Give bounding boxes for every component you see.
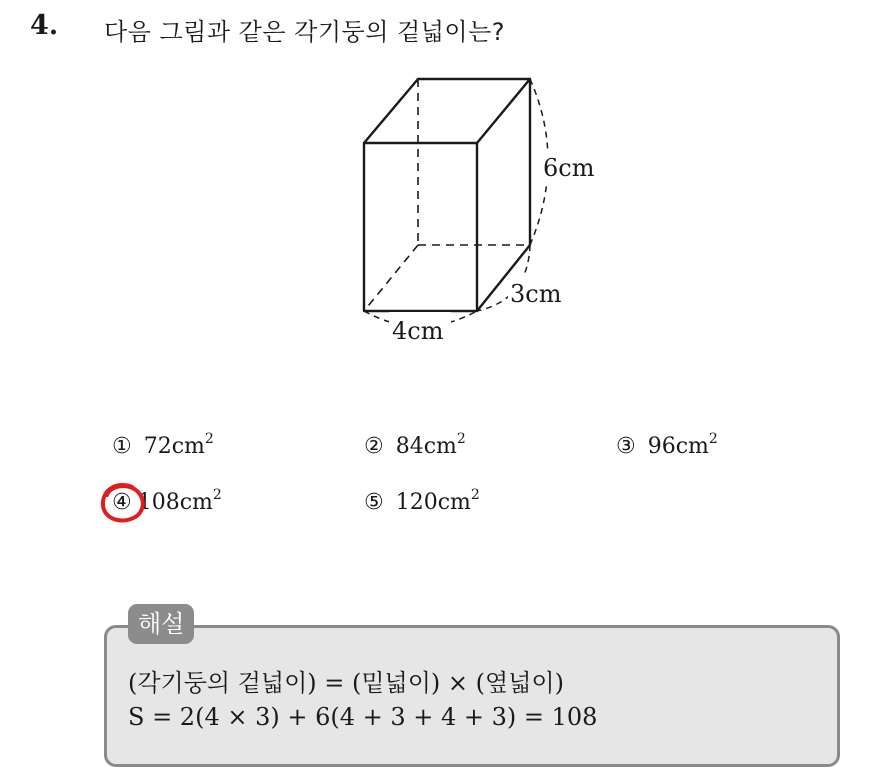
prism-figure	[340, 60, 640, 360]
prism-front-face	[364, 143, 477, 311]
choice-4-sup: 2	[212, 487, 222, 503]
prism-hidden-depth-edge	[364, 245, 418, 311]
choice-5-value: 120cm	[395, 490, 471, 515]
prism-top-face	[364, 79, 530, 143]
answer-circle-mark	[98, 481, 148, 527]
choice-1-mark: ①	[112, 434, 132, 459]
choice-3-sup: 2	[708, 431, 718, 447]
question-text: 다음 그림과 같은 각기둥의 겉넓이는?	[104, 18, 506, 46]
choice-3[interactable]	[616, 431, 718, 459]
width-label: 4cm	[392, 317, 444, 345]
choice-5[interactable]	[364, 487, 480, 515]
choice-4-value: 108cm	[137, 490, 213, 515]
depth-label: 3cm	[510, 280, 562, 308]
solution-line-1: (각기둥의 겉넓이) = (밑넓이) × (옆넓이)	[128, 669, 564, 697]
choice-2-mark: ②	[364, 434, 384, 459]
choice-5-sup: 2	[470, 487, 480, 503]
choice-3-value: 96cm	[647, 434, 709, 459]
solution-tab: 해설	[128, 604, 194, 644]
choice-2-sup: 2	[456, 431, 466, 447]
choice-1-sup: 2	[204, 431, 214, 447]
question-number: 4.	[30, 10, 59, 41]
choice-2[interactable]	[364, 431, 466, 459]
choice-4-mark: ④	[112, 490, 132, 515]
choice-1-value: 72cm	[143, 434, 205, 459]
choice-3-mark: ③	[616, 434, 636, 459]
choice-5-mark: ⑤	[364, 490, 384, 515]
choice-1[interactable]	[112, 431, 214, 459]
choice-2-value: 84cm	[395, 434, 457, 459]
height-label: 6cm	[543, 154, 595, 182]
solution-line-2: S = 2(4 × 3) + 6(4 + 3 + 4 + 3) = 108	[128, 703, 598, 731]
